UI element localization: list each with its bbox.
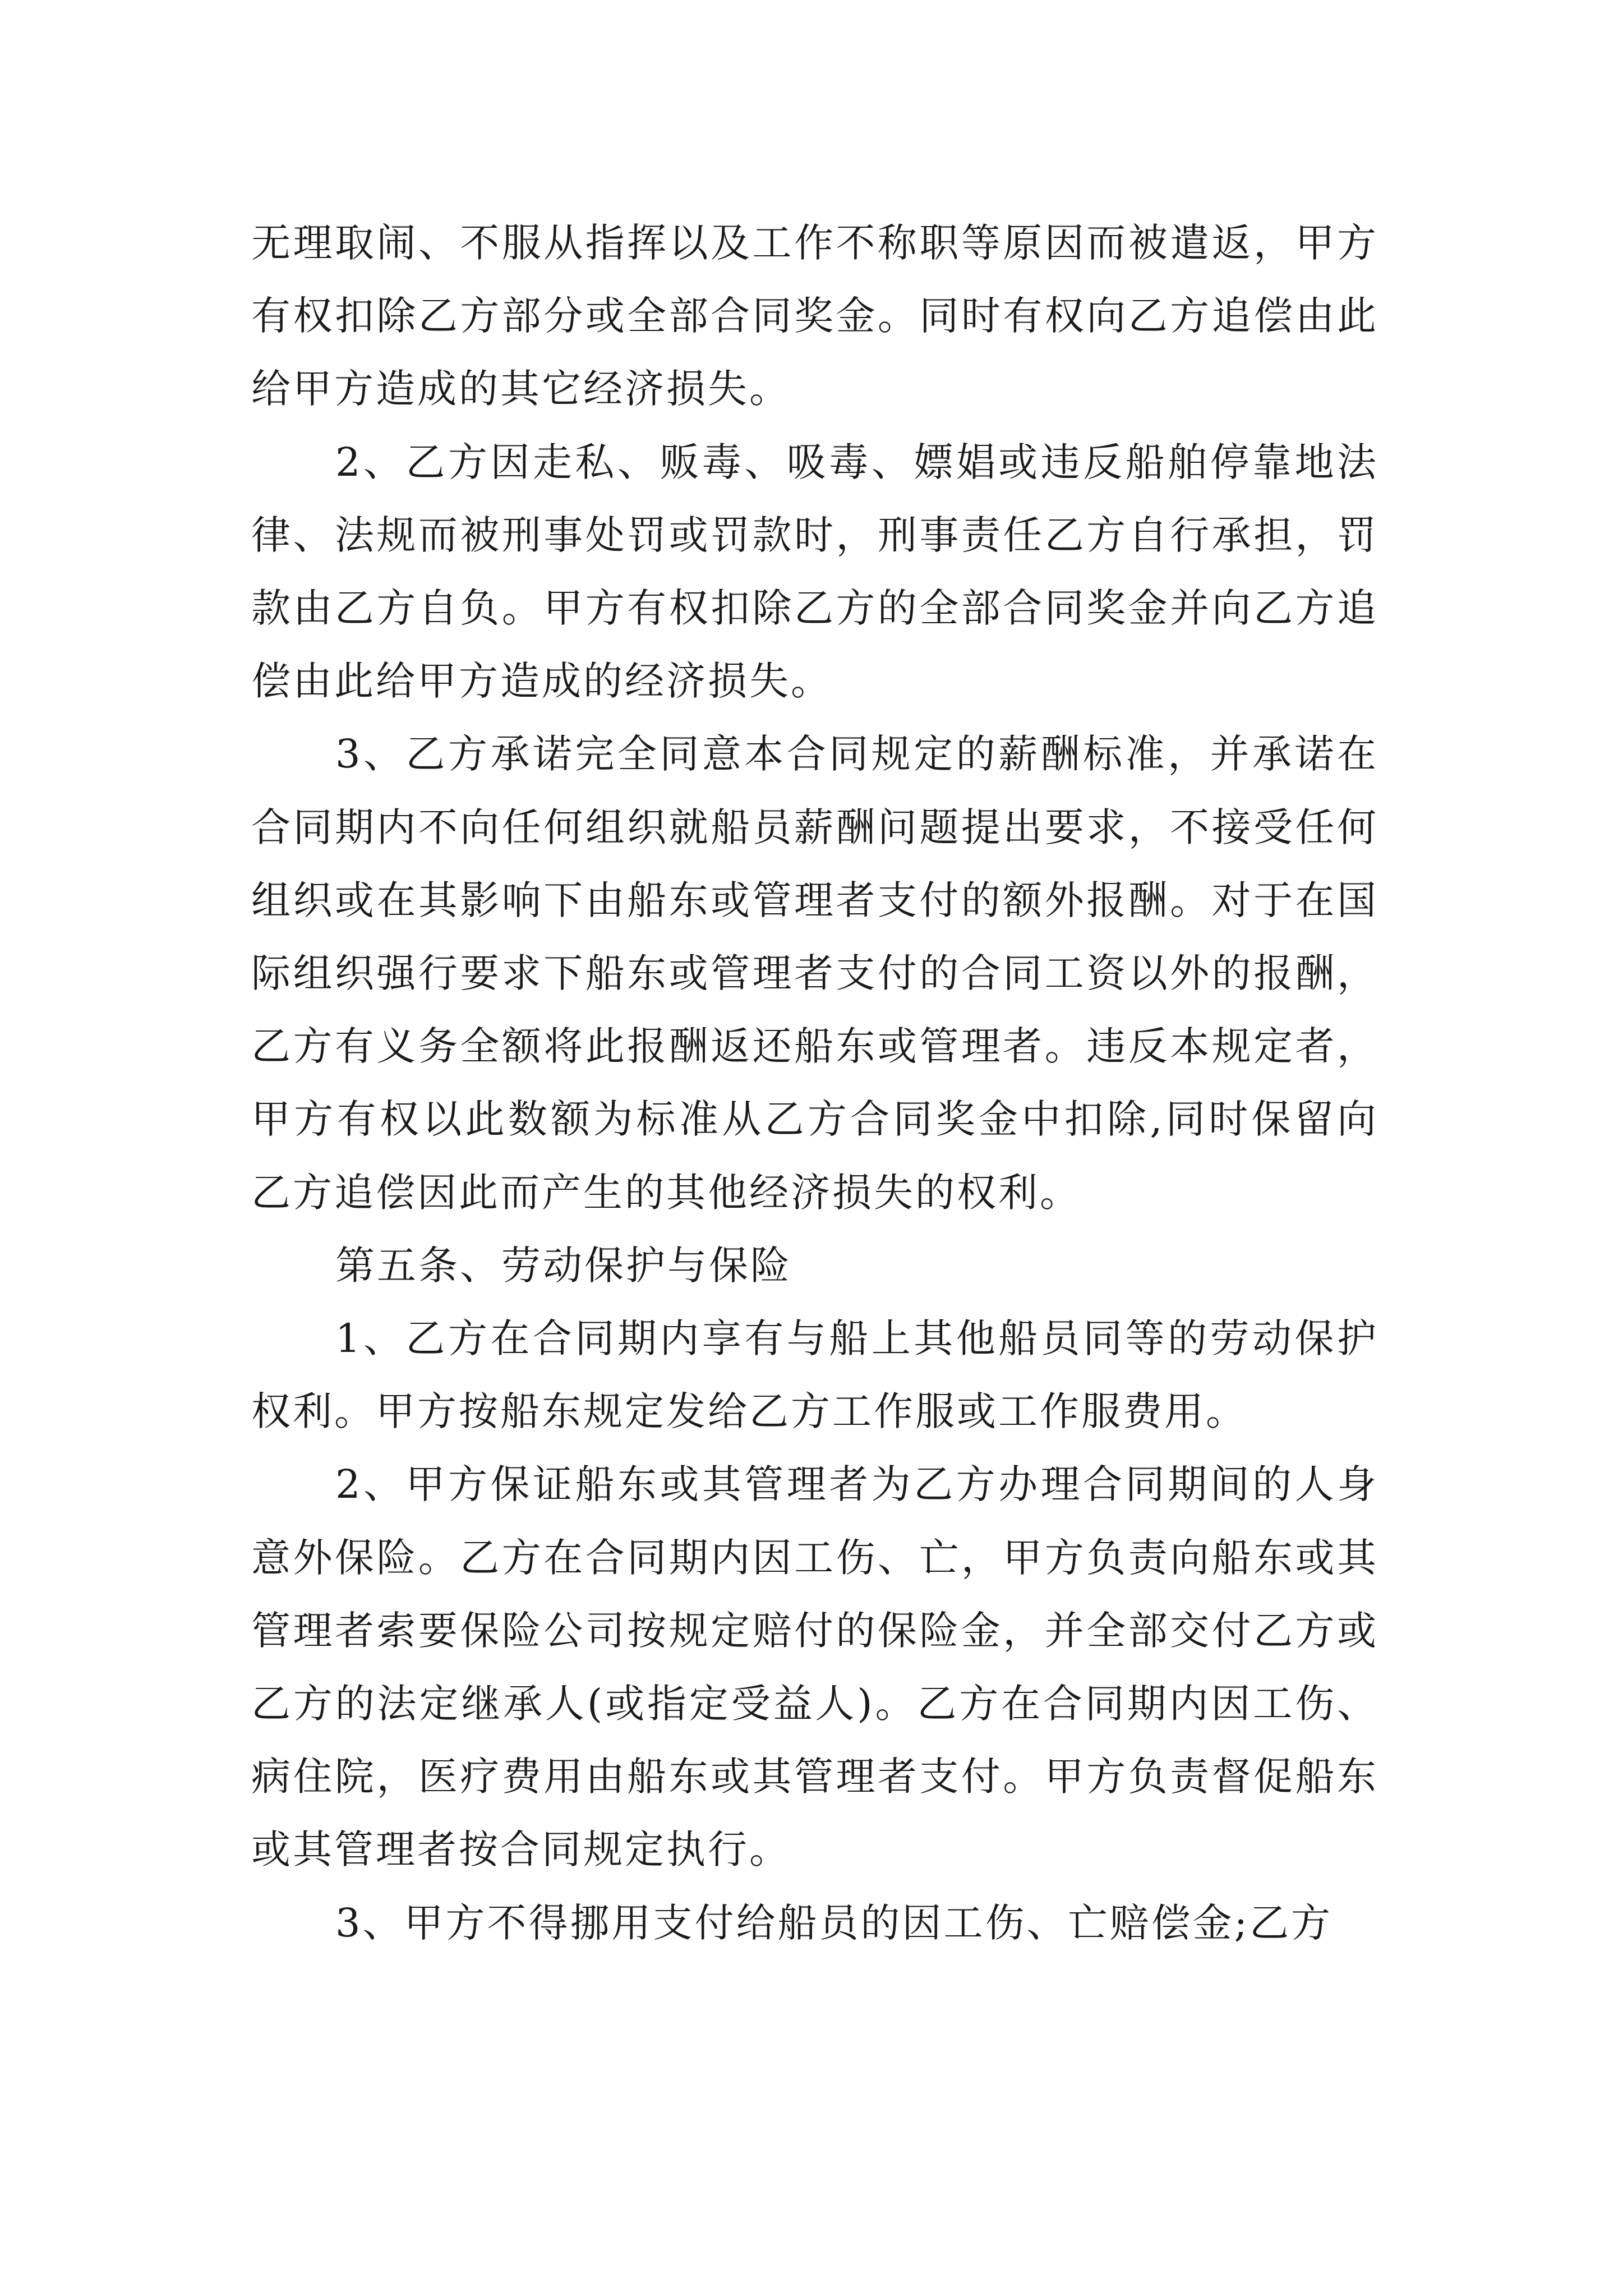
section-heading-article-5: 第五条、劳动保护与保险 — [335, 1242, 792, 1289]
paragraph-clause-2: 2、乙方因走私、贩毒、吸毒、嫖娼或违反船舶停靠地法律、法规而被刑事处罚或罚款时，刑事责任乙方自行承担，罚款由乙方自负。甲方有权扣除乙方的全部合同奖金并向乙方追偿由此给甲方造成的经济损失。 — [251, 439, 1378, 705]
paragraph-article-5-clause-1: 1、乙方在合同期内享有与船上其他船员同等的劳动保护权利。甲方按船东规定发给乙方工作服或工作服费用。 — [251, 1315, 1378, 1435]
document-body — [251, 206, 1378, 1959]
paragraph-continuation: 无理取闹、不服从指挥以及工作不称职等原因而被遣返，甲方有权扣除乙方部分或全部合同奖金。同时有权向乙方追偿由此给甲方造成的其它经济损失。 — [251, 220, 1378, 412]
paragraph-clause-3: 3、乙方承诺完全同意本合同规定的薪酬标准，并承诺在合同期内不向任何组织就船员薪酬问题提出要求，不接受任何组织或在其影响下由船东或管理者支付的额外报酬。对于在国际组织强行要求下船东或管理者支付的合同工资以外的报酬，乙方有义务全额将此报酬返还船东或管理者。违反本规定者，甲方有权以此数额为标准从乙方合同奖金中扣除,同时保留向乙方追偿因此而产生的其他经济损失的权利。 — [251, 731, 1378, 1216]
paragraph-article-5-clause-3: 3、甲方不得挪用支付给船员的因工伤、亡赔偿金;乙方 — [335, 1899, 1333, 1946]
paragraph-article-5-clause-2: 2、甲方保证船东或其管理者为乙方办理合同期间的人身意外保险。乙方在合同期内因工伤、亡，甲方负责向船东或其管理者索要保险公司按规定赔付的保险金，并全部交付乙方或乙方的法定继承人(或指定受益人)。乙方在合同期内因工伤、病住院，医疗费用由船东或其管理者支付。甲方负责督促船东或其管理者按合同规定执行。 — [251, 1461, 1378, 1873]
